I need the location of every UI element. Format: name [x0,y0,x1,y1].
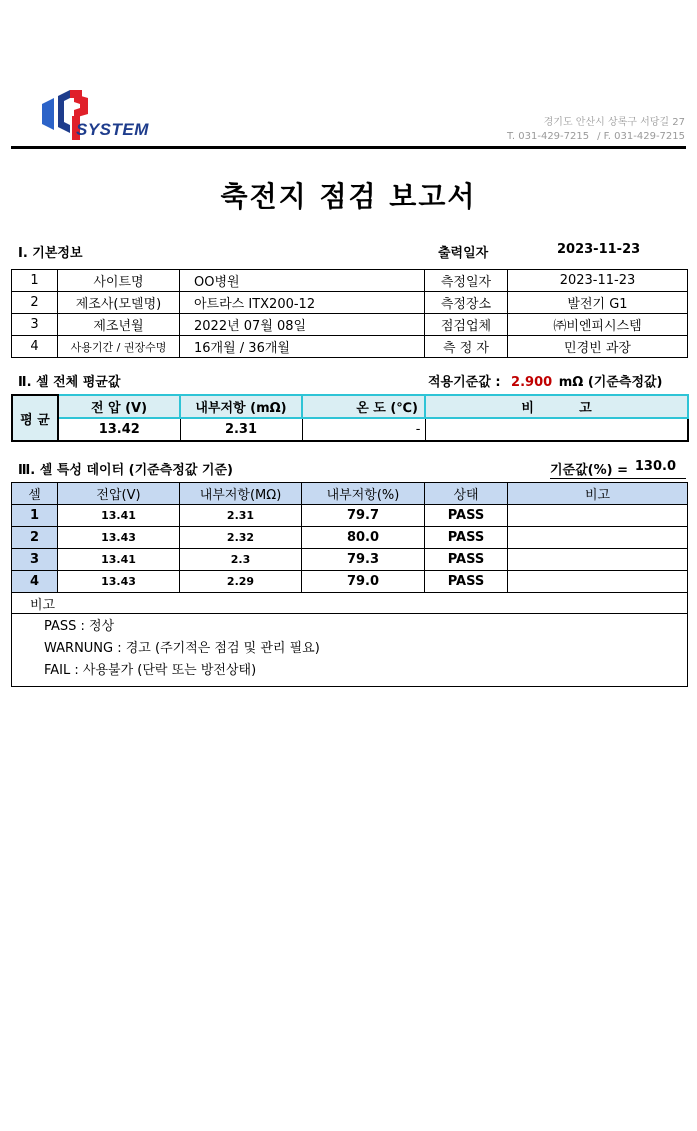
cell-note [508,571,688,593]
column-header: 전 압 (V) [58,395,180,418]
average-table [11,394,689,442]
report-title: 축전지 점검 보고서 [220,180,477,213]
column-header: 온 도 (℃) [302,395,425,418]
column-header: 내부저항(%) [302,483,425,505]
print-date: 2023-11-23 [557,242,641,257]
cell-status: PASS [425,527,508,549]
cell-note [508,549,688,571]
section3-heading: Ⅲ. 셀 특성 데이터 (기준측정값 기준) [18,463,233,478]
field-value: ㈜비엔피시스템 [508,314,688,336]
logo-text: SYSTEM [76,120,149,139]
reference-value: 2.900 [511,375,553,390]
reference-percent-value: 130.0 [634,459,676,474]
section2-heading: Ⅱ. 셀 전체 평균값 [18,375,121,390]
field-label: 사용기간 / 권장수명 [58,336,180,358]
cell-percent: 80.0 [302,527,425,549]
cell-percent: 79.3 [302,549,425,571]
cell-number: 4 [12,571,58,593]
tel-number: T. 031-429-7215 [506,131,590,142]
reference-unit: mΩ (기준측정값) [558,375,663,390]
cell-resistance: 2.3 [180,549,302,571]
average-voltage: 13.42 [58,418,180,441]
cell-status: PASS [425,571,508,593]
cell-voltage: 13.41 [58,505,180,527]
basic-info-table [11,269,688,358]
column-header: 상태 [425,483,508,505]
table-row [12,336,688,358]
row-number: 1 [12,270,58,292]
cell-percent: 79.7 [302,505,425,527]
cell-status: PASS [425,549,508,571]
field-value: 2023-11-23 [508,270,688,292]
cell-percent: 79.0 [302,571,425,593]
cell-voltage: 13.41 [58,549,180,571]
remarks-body [12,614,688,687]
field-label: 사이트명 [58,270,180,292]
cell-note [508,527,688,549]
remark-pass: PASS : 정상 [44,619,115,634]
cell-voltage: 13.43 [58,527,180,549]
reference-value-row [428,371,663,390]
field-label: 측정일자 [425,270,508,292]
table-header-row [12,483,688,505]
column-header: 내부저항 (mΩ) [180,395,302,418]
column-header: 내부저항(MΩ) [180,483,302,505]
remarks-body-row [12,614,688,687]
fax-number: / F. 031-429-7215 [597,131,685,142]
cell-note [508,505,688,527]
table-row [12,292,688,314]
reference-label: 적용기준값 : [428,375,501,390]
cell-resistance: 2.32 [180,527,302,549]
table-row [12,527,688,549]
column-header: 전압(V) [58,483,180,505]
table-row [12,418,688,441]
reference-percent-row [550,459,686,479]
table-row [12,571,688,593]
table-row [12,314,688,336]
cell-resistance: 2.29 [180,571,302,593]
cell-resistance: 2.31 [180,505,302,527]
average-label: 평 균 [12,395,58,441]
cell-voltage: 13.43 [58,571,180,593]
table-row [12,270,688,292]
field-value: 16개월 / 36개월 [180,336,425,358]
column-header: 비고 [508,483,688,505]
row-number: 4 [12,336,58,358]
remark-fail: FAIL : 사용불가 (단락 또는 방전상태) [44,663,257,678]
field-value: OO병원 [180,270,425,292]
reference-percent-label: 기준값(%) = [550,463,629,478]
field-value: 발전기 G1 [508,292,688,314]
table-row [12,549,688,571]
field-label: 점검업체 [425,314,508,336]
remarks-label: 비고 [12,593,688,614]
field-label: 측정장소 [425,292,508,314]
cell-status: PASS [425,505,508,527]
average-temperature: - [302,418,425,441]
column-header: 비 고 [425,395,688,418]
company-phone [499,131,685,142]
row-number: 3 [12,314,58,336]
company-address: 경기도 안산시 상록구 서당길 27 [543,117,685,128]
print-date-label: 출력일자 [438,246,489,261]
field-label: 제조년월 [58,314,180,336]
section1-heading: Ⅰ. 기본정보 [18,246,83,261]
field-value: 민경빈 과장 [508,336,688,358]
cell-number: 3 [12,549,58,571]
cell-number: 1 [12,505,58,527]
average-remarks [425,418,688,441]
row-number: 2 [12,292,58,314]
column-header: 셀 [12,483,58,505]
field-label: 제조사(모델명) [58,292,180,314]
cell-number: 2 [12,527,58,549]
remarks-row [12,593,688,614]
field-value: 아트라스 ITX200-12 [180,292,425,314]
average-resistance: 2.31 [180,418,302,441]
header-divider [11,146,686,149]
field-value: 2022년 07월 08일 [180,314,425,336]
table-row [12,505,688,527]
remark-warning: WARNUNG : 경고 (주기적은 점검 및 관리 필요) [44,641,320,656]
table-header-row [12,395,688,418]
cell-data-table [11,482,688,687]
field-label: 측 정 자 [425,336,508,358]
